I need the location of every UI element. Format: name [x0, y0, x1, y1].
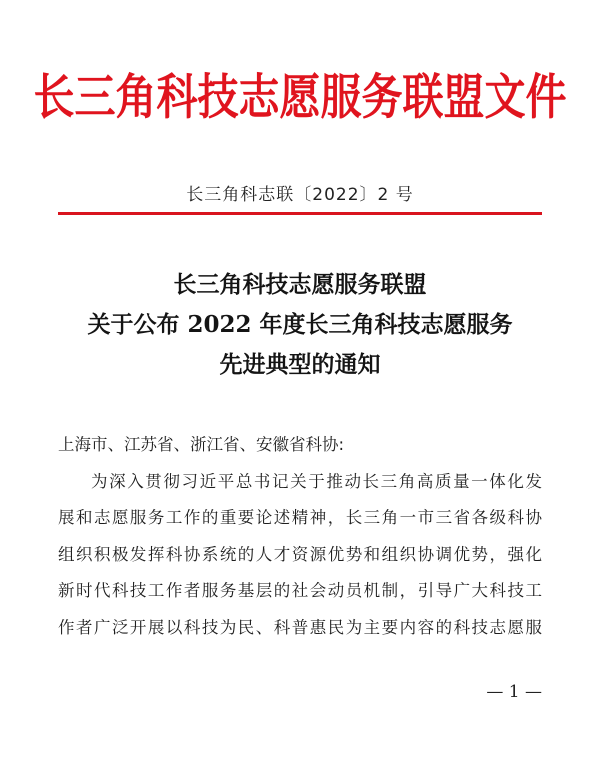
salutation: 上海市、江苏省、浙江省、安徽省科协:: [58, 435, 345, 454]
notice-title-line-1: 长三角科技志愿服务联盟: [173, 271, 427, 298]
notice-title: [0, 265, 600, 385]
paragraph-line-4: 新时代科技工作者服务基层的社会动员机制，引导广大科技工: [58, 581, 542, 600]
masthead-title: 长三角科技志愿服务联盟文件: [33, 68, 567, 126]
body-text: [58, 427, 542, 646]
paragraph-line-1: 为深入贯彻习近平总书记关于推动长三角高质量一体化发: [91, 471, 542, 491]
notice-title-line-2: 关于公布 2022 年度长三角科技志愿服务: [87, 311, 513, 338]
red-divider-line: [58, 212, 542, 215]
page-number: — 1 —: [486, 682, 542, 702]
paragraph-line-3: 组织积极发挥科协系统的人才资源优势和组织协调优势，强化: [58, 544, 542, 564]
document-number: 长三角科志联〔2022〕2 号: [186, 185, 414, 205]
notice-title-line-3: 先进典型的通知: [219, 351, 381, 378]
paragraph-line-2: 展和志愿服务工作的重要论述精神，长三角一市三省各级科协: [58, 508, 542, 527]
paragraph-line-5: 作者广泛开展以科技为民、科普惠民为主要内容的科技志愿服: [58, 617, 542, 637]
